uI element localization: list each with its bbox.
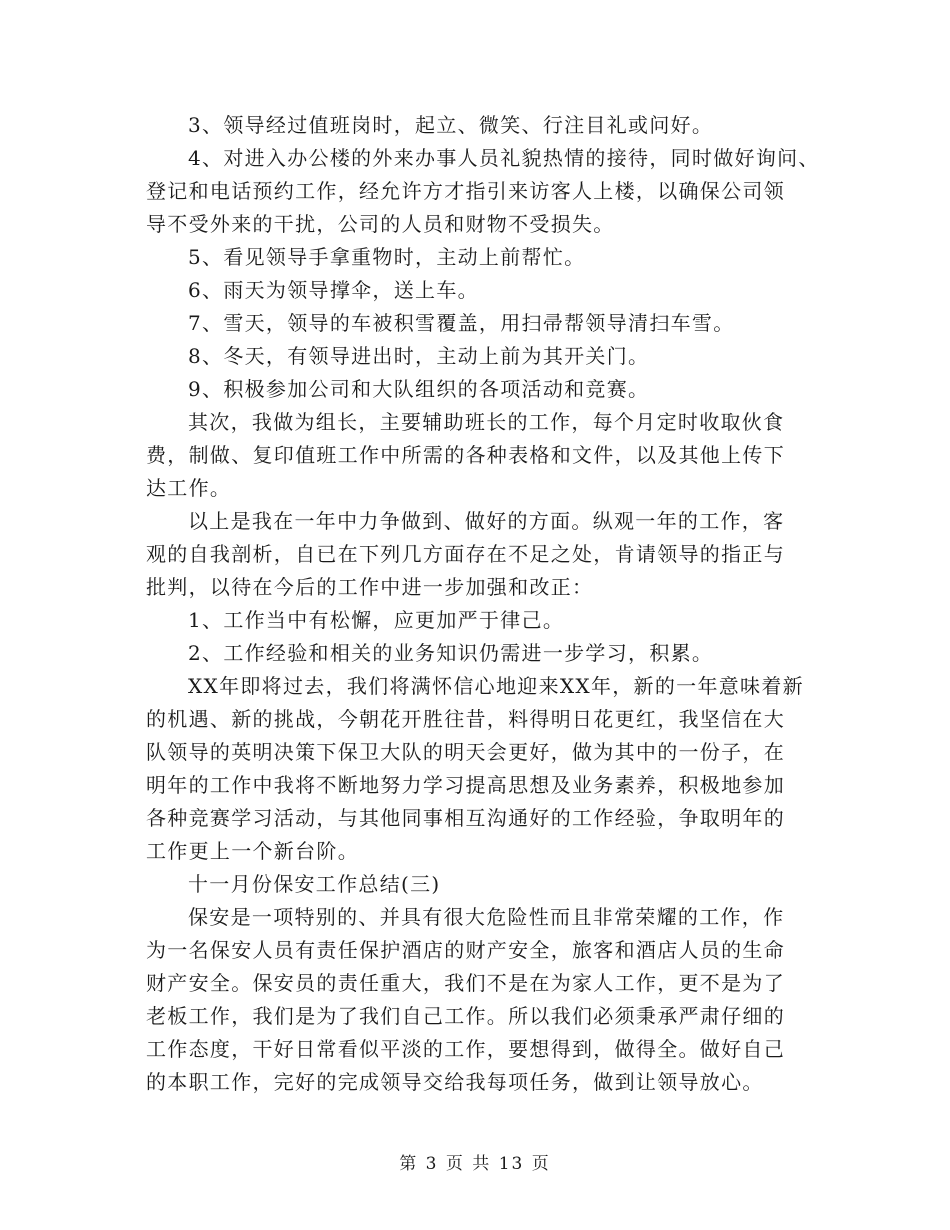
paragraph-line: 其次，我做为组长，主要辅助班长的工作，每个月定时收取伙食 [188, 410, 785, 434]
paragraph-line: 8、冬天，有领导进出时，主动上前为其开关门。 [188, 344, 650, 368]
paragraph-line: 登记和电话预约工作，经允许方才指引来访客人上楼，以确保公司领 [146, 179, 785, 203]
paragraph-line: 达工作。 [146, 476, 232, 500]
paragraph-line: 的本职工作，完好的完成领导交给我每项任务，做到让领导放心。 [146, 1070, 764, 1094]
paragraph-line: 4、对进入办公楼的外来办事人员礼貌热情的接待，同时做好询问、 [188, 146, 820, 170]
paragraph-line: 5、看见领导手拿重物时，主动上前帮忙。 [188, 245, 586, 269]
paragraph-line: 财产安全。保安员的责任重大，我们不是在为家人工作，更不是为了 [146, 971, 785, 995]
paragraph-line: 批判，以待在今后的工作中进一步加强和改正： [146, 575, 594, 599]
paragraph-line: 9、积极参加公司和大队组织的各项活动和竞赛。 [188, 377, 650, 401]
paragraph-line: 观的自我剖析，自已在下列几方面存在不足之处，肯请领导的指正与 [146, 542, 785, 566]
paragraph-line: 为一名保安人员有责任保护酒店的财产安全，旅客和酒店人员的生命 [146, 938, 785, 962]
paragraph-line: 保安是一项特别的、并具有很大危险性而且非常荣耀的工作，作 [188, 905, 785, 929]
paragraph-line: 老板工作，我们是为了我们自己工作。所以我们必须秉承严肃仔细的 [146, 1004, 785, 1028]
paragraph-line: 工作更上一个新台阶。 [146, 839, 359, 863]
page-number-footer: 第 3 页 共 13 页 [399, 1154, 551, 1174]
paragraph-line: 7、雪天，领导的车被积雪覆盖，用扫帚帮领导清扫车雪。 [188, 311, 735, 335]
paragraph-line: 各种竞赛学习活动，与其他同事相互沟通好的工作经验，争取明年的 [146, 806, 785, 830]
paragraph-line: 工作态度，干好日常看似平淡的工作，要想得到，做得全。做好自己 [146, 1037, 785, 1061]
paragraph-line: 明年的工作中我将不断地努力学习提高思想及业务素养，积极地参加 [146, 773, 785, 797]
paragraph-line: 以上是我在一年中力争做到、做好的方面。纵观一年的工作，客 [188, 509, 785, 533]
paragraph-line: XX年即将过去，我们将满怀信心地迎来XX年，新的一年意味着新 [188, 674, 804, 698]
paragraph-line: 3、领导经过值班岗时，起立、微笑、行注目礼或问好。 [188, 113, 714, 137]
paragraph-line: 导不受外来的干扰，公司的人员和财物不受损失。 [146, 212, 615, 236]
paragraph-line: 1、工作当中有松懈，应更加严于律己。 [188, 608, 565, 632]
paragraph-line: 费，制做、复印值班工作中所需的各种表格和文件，以及其他上传下 [146, 443, 785, 467]
paragraph-line: 6、雨天为领导撑伞，送上车。 [188, 278, 479, 302]
paragraph-line: 的机遇、新的挑战，今朝花开胜往昔，料得明日花更红，我坚信在大 [146, 707, 785, 731]
section-heading: 十一月份保安工作总结(三) [188, 872, 441, 896]
paragraph-line: 2、工作经验和相关的业务知识仍需进一步学习，积累。 [188, 641, 714, 665]
paragraph-line: 队领导的英明决策下保卫大队的明天会更好，做为其中的一份子，在 [146, 740, 785, 764]
